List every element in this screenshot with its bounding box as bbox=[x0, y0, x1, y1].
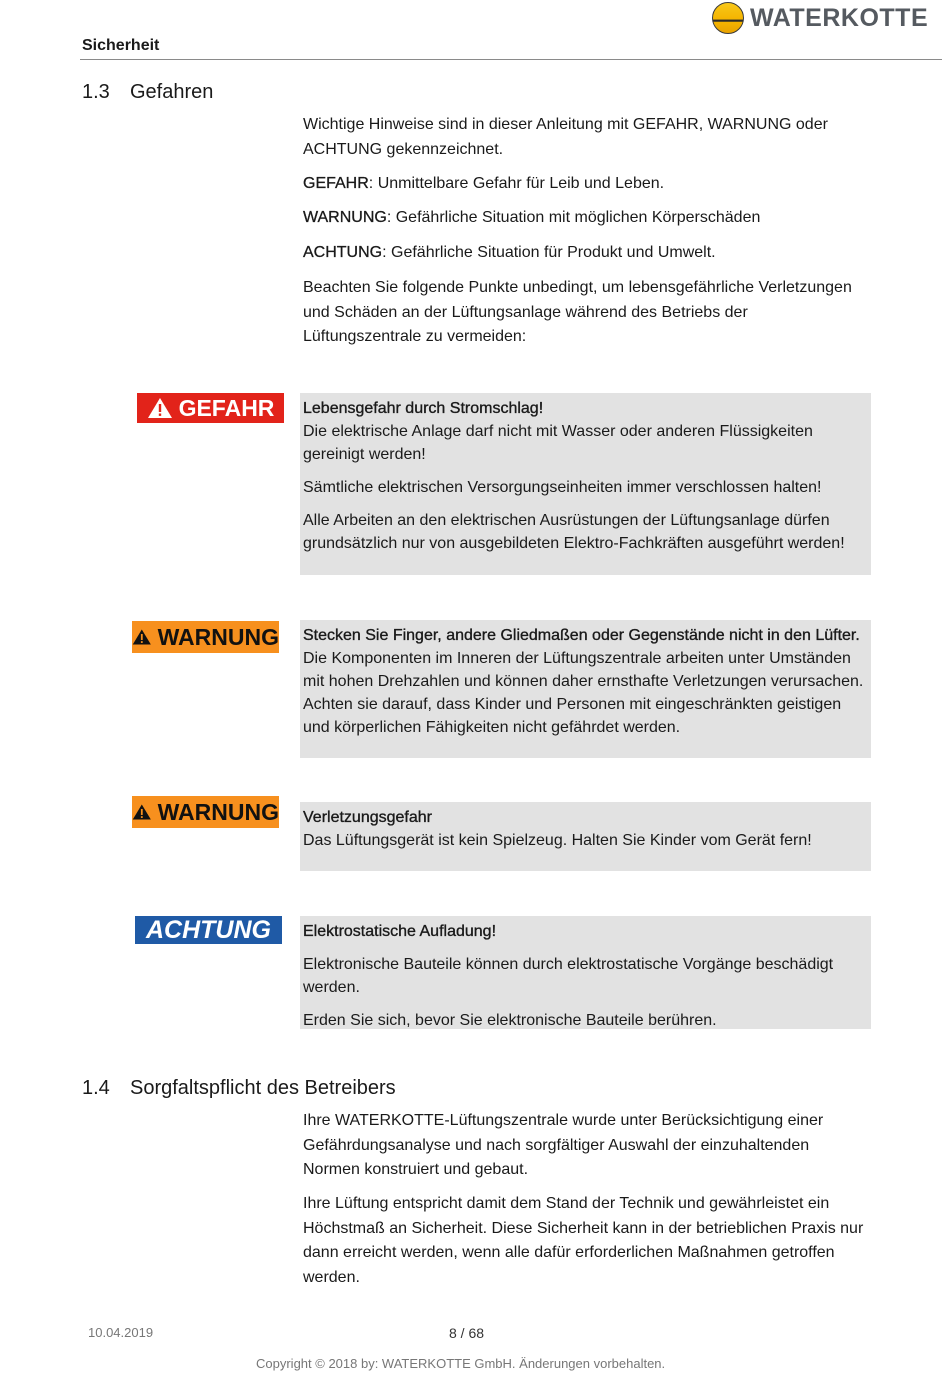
safety-note-paragraph: Beachten Sie folgende Punkte unbedingt, um lebensgefährliche Verletzungen und Schäden an der Lüftungsanlage während des Betriebs der Lüftungszentrale zu vermeiden: bbox=[303, 279, 852, 345]
sign-label: ACHTUNG bbox=[146, 915, 271, 944]
header-divider bbox=[80, 59, 942, 60]
operator-paragraph: Ihre WATERKOTTE-Lüftungszentrale wurde unter Berücksichtigung einer Gefährdungsanalyse und nach sorgfältiger Auswahl der einzuhaltenden Normen konstruiert und gebaut. bbox=[303, 1112, 824, 1178]
notice-box-warnung-fan bbox=[300, 620, 871, 758]
section-heading-1-4 bbox=[82, 1077, 396, 1100]
achtung-sign bbox=[135, 916, 282, 944]
notice-title: Elektrostatische Aufladung! bbox=[303, 923, 497, 940]
notice-box-gefahr bbox=[300, 393, 871, 575]
definition-term: GEFAHR bbox=[303, 175, 369, 192]
section-number: 1.3 bbox=[82, 81, 110, 103]
logo-wordmark: WATERKOTTE bbox=[750, 3, 929, 32]
section-heading-1-3 bbox=[82, 81, 213, 104]
warning-triangle-icon bbox=[147, 397, 173, 419]
copyright-notice: Copyright © 2018 by: WATERKOTTE GmbH. Änderungen vorbehalten. bbox=[256, 1356, 666, 1371]
warning-triangle-icon bbox=[132, 801, 152, 823]
page-number: 8 / 68 bbox=[449, 1325, 485, 1341]
definition-text: : Gefährliche Situation für Produkt und Umwelt. bbox=[382, 244, 716, 261]
notice-paragraph: Die Komponenten im Inneren der Lüftungszentrale arbeiten unter Umständen mit hohen Drehzahlen und können daher ernsthafte Verletzungen verursachen. Achten sie darauf, dass Kinder und Personen mit eingeschränkten geistigen und körperlichen Fähigkeiten nicht gefährdet werden. bbox=[303, 650, 864, 736]
definition-text: : Unmittelbare Gefahr für Leib und Leben. bbox=[368, 175, 665, 192]
brand-logo bbox=[712, 0, 938, 36]
section-title: Sorgfaltspflicht des Betreibers bbox=[130, 1077, 396, 1099]
gefahr-sign bbox=[137, 393, 284, 423]
notice-title: Stecken Sie Finger, andere Gliedmaßen oder Gegenstände nicht in den Lüfter. bbox=[303, 627, 860, 644]
notice-title: Verletzungsgefahr bbox=[303, 809, 432, 826]
definition-achtung bbox=[303, 241, 868, 266]
notice-box-warnung-toy bbox=[300, 802, 871, 871]
sign-label: WARNUNG bbox=[157, 798, 279, 825]
warnung-sign bbox=[132, 796, 279, 828]
intro-paragraph: Wichtige Hinweise sind in dieser Anleitung mit GEFAHR, WARNUNG oder ACHTUNG gekennzeichnet. bbox=[303, 116, 828, 158]
warning-triangle-icon bbox=[132, 626, 152, 648]
notice-box-achtung bbox=[300, 916, 871, 1029]
notice-paragraph: Das Lüftungsgerät ist kein Spielzeug. Halten Sie Kinder vom Gerät fern! bbox=[303, 832, 812, 849]
notice-paragraph: Erden Sie sich, bevor Sie elektronische Bauteile berühren. bbox=[303, 1012, 717, 1029]
operator-paragraph: Ihre Lüftung entspricht damit dem Stand der Technik und gewährleistet ein Höchstmaß an Sicherheit. Diese Sicherheit kann in der betrieblichen Praxis nur dann erreicht werden, wenn alle dafür erforderlichen Maßnahmen getroffen werden. bbox=[303, 1195, 864, 1286]
definition-gefahr bbox=[303, 172, 868, 197]
section-number: 1.4 bbox=[82, 1077, 110, 1099]
notice-paragraph: Elektronische Bauteile können durch elektrostatische Vorgänge beschädigt werden. bbox=[303, 956, 834, 996]
running-header: Sicherheit bbox=[82, 37, 160, 54]
definition-text: : Gefährliche Situation mit möglichen Körperschäden bbox=[386, 209, 761, 226]
notice-paragraph: Die elektrische Anlage darf nicht mit Wasser oder anderen Flüssigkeiten gereinigt werden! bbox=[303, 423, 813, 463]
warnung-sign bbox=[132, 621, 279, 653]
notice-paragraph: Sämtliche elektrischen Versorgungseinheiten immer verschlossen halten! bbox=[303, 479, 822, 496]
footer-date: 10.04.2019 bbox=[88, 1325, 154, 1340]
sign-label: WARNUNG bbox=[157, 623, 279, 650]
definition-warnung bbox=[303, 206, 868, 231]
definition-term: ACHTUNG bbox=[303, 244, 383, 261]
sign-label: GEFAHR bbox=[178, 394, 275, 421]
logo-sun-icon bbox=[712, 2, 744, 34]
notice-title: Lebensgefahr durch Stromschlag! bbox=[303, 400, 544, 417]
notice-paragraph: Alle Arbeiten an den elektrischen Ausrüstungen der Lüftungsanlage dürfen grundsätzlich nur von ausgebildeten Elektro-Fachkräften ausgeführt werden! bbox=[303, 512, 845, 552]
section-title: Gefahren bbox=[130, 81, 214, 103]
definition-term: WARNUNG bbox=[303, 209, 387, 226]
